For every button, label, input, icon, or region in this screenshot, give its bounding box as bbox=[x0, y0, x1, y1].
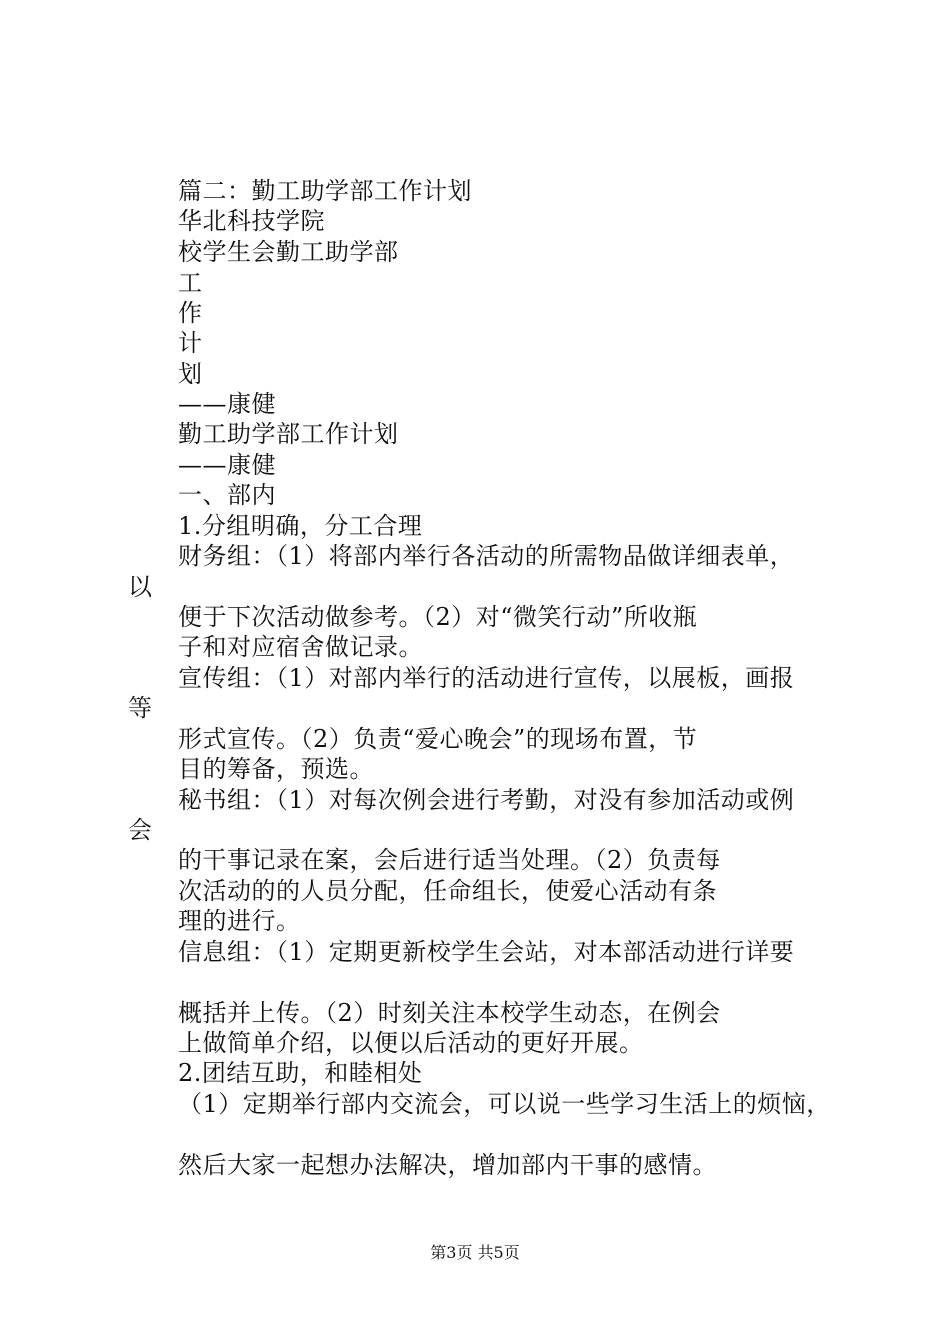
paragraph-line: 次活动的的人员分配，任命组长，使爱心活动有条 bbox=[178, 877, 717, 905]
department-name: 校学生会勤工助学部 bbox=[178, 238, 399, 266]
vertical-title-char: 作 bbox=[178, 299, 203, 327]
plan-title: 勤工助学部工作计划 bbox=[178, 420, 399, 448]
paragraph-line: 形式宣传。（2）负责“爱心晚会”的现场布置，节 bbox=[178, 725, 698, 753]
subheading-unity: 2.团结互助，和睦相处 bbox=[178, 1059, 423, 1087]
paragraph-line: 概括并上传。（2）时刻关注本校学生动态，在例会 bbox=[178, 999, 721, 1027]
paragraph-line: 子和对应宿舍做记录。 bbox=[178, 633, 423, 661]
paragraph-line: 便于下次活动做参考。（2）对“微笑行动”所收瓶 bbox=[178, 603, 698, 631]
subheading-grouping: 1.分组明确，分工合理 bbox=[178, 512, 423, 540]
paragraph-line: 财务组：（1）将部内举行各活动的所需物品做详细表单， bbox=[178, 542, 795, 570]
school-name: 华北科技学院 bbox=[178, 207, 325, 235]
paragraph-line: 理的进行。 bbox=[178, 907, 301, 935]
paragraph-line: 秘书组：（1）对每次例会进行考勤，对没有参加活动或例 bbox=[178, 786, 795, 814]
paragraph-line: 宣传组：（1）对部内举行的活动进行宣传，以展板，画报 bbox=[178, 664, 795, 692]
author-line: ——康健 bbox=[178, 390, 276, 418]
paragraph-line: 上做简单介绍，以便以后活动的更好开展。 bbox=[178, 1029, 644, 1057]
heading-internal: 一、部内 bbox=[178, 481, 276, 509]
page-footer: 第3页 共5页 bbox=[430, 1243, 520, 1262]
author-line: ——康健 bbox=[178, 451, 276, 479]
paragraph-line: 然后大家一起想办法解决，增加部内干事的感情。 bbox=[178, 1151, 717, 1179]
paragraph-line: 信息组：（1）定期更新校学生会站，对本部活动进行详要 bbox=[178, 938, 795, 966]
vertical-title-char: 工 bbox=[178, 269, 203, 297]
vertical-title-char: 划 bbox=[178, 360, 203, 388]
paragraph-line-wrap: 会 bbox=[128, 816, 153, 844]
paragraph-line-wrap: 以 bbox=[128, 573, 153, 601]
section-title: 篇二：勤工助学部工作计划 bbox=[178, 177, 472, 205]
paragraph-line-wrap: 等 bbox=[128, 694, 153, 722]
paragraph-line: 的干事记录在案，会后进行适当处理。（2）负责每 bbox=[178, 846, 721, 874]
paragraph-line: （1）定期举行部内交流会，可以说一些学习生活上的烦恼， bbox=[178, 1090, 831, 1118]
vertical-title-char: 计 bbox=[178, 329, 203, 357]
paragraph-line: 目的筹备，预选。 bbox=[178, 755, 374, 783]
